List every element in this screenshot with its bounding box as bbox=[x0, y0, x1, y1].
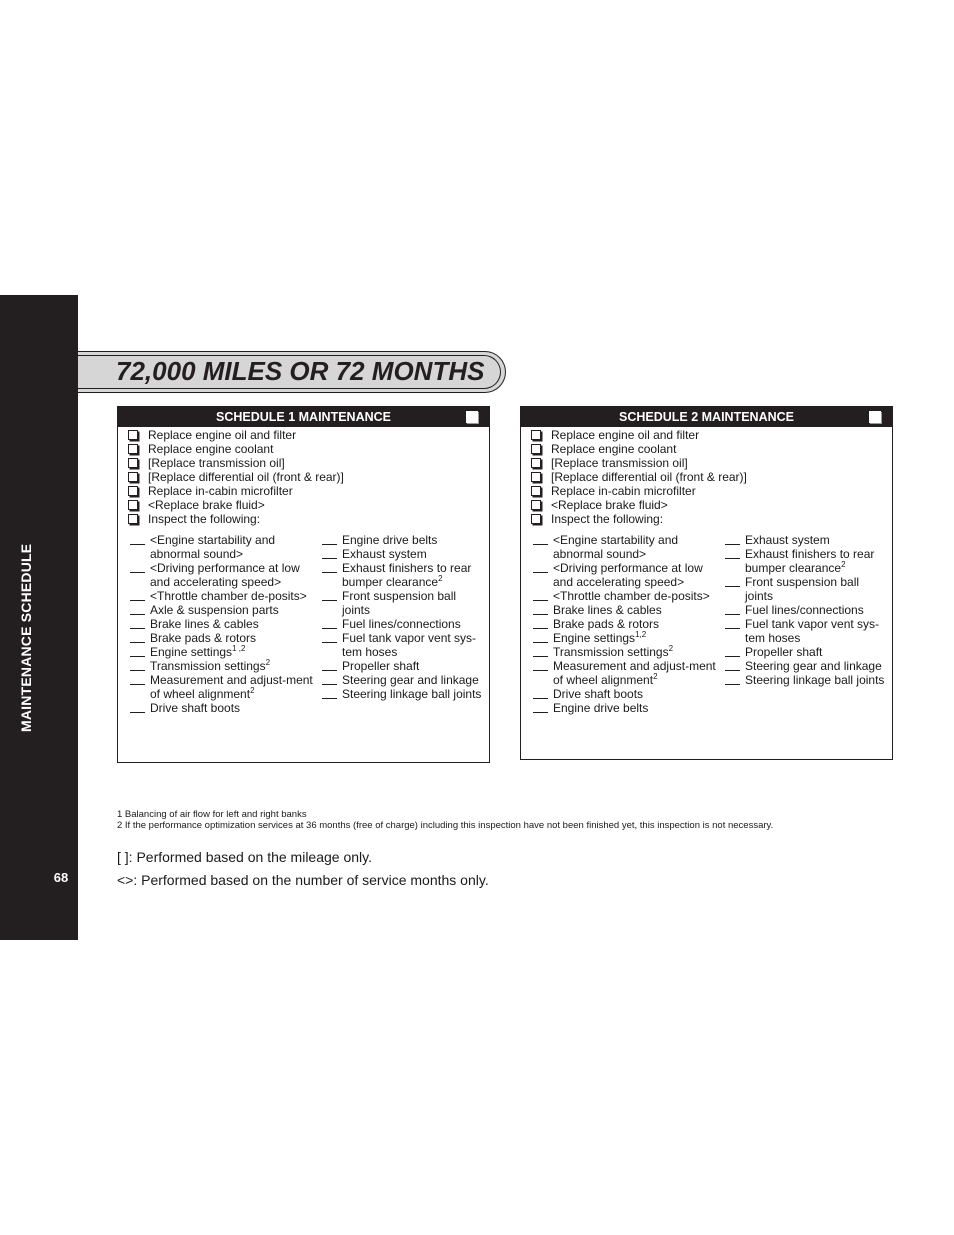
inspection-item bbox=[725, 645, 890, 659]
blank-line bbox=[533, 600, 548, 601]
item-label: Brake pads & rotors bbox=[150, 631, 257, 645]
legend-angles: <>: Performed based on the number of service months only. bbox=[117, 872, 489, 888]
item-label: Engine drive belts bbox=[342, 533, 438, 547]
inspection-item bbox=[725, 547, 890, 575]
inspection-item bbox=[130, 589, 320, 603]
blank-line bbox=[533, 642, 548, 643]
footnote-ref: 1 ,2 bbox=[232, 644, 246, 653]
item-label: Transmission settings bbox=[553, 645, 669, 659]
checklist-item bbox=[126, 512, 344, 526]
footnote-1: 1 Balancing of air flow for left and right banks bbox=[117, 809, 307, 820]
checklist-item bbox=[529, 456, 747, 470]
inspection-item bbox=[130, 631, 320, 645]
item-label: Replace in-cabin microfilter bbox=[148, 484, 293, 498]
item-label: Engine settings bbox=[553, 631, 636, 645]
inspection-item bbox=[533, 589, 723, 603]
blank-line bbox=[130, 712, 145, 713]
blank-line bbox=[130, 684, 145, 685]
checkbox-icon bbox=[128, 486, 138, 496]
checkbox-icon bbox=[466, 411, 478, 423]
item-label: Measurement and adjust-ment of wheel alignment bbox=[150, 673, 313, 701]
item-label: Front suspension ball joints bbox=[342, 589, 457, 617]
blank-line bbox=[533, 656, 548, 657]
inspection-item bbox=[725, 659, 890, 673]
item-label: <Driving performance at low and accelerating speed> bbox=[553, 561, 703, 589]
item-label: [Replace differential oil (front & rear)] bbox=[551, 470, 747, 484]
checklist-item bbox=[126, 498, 344, 512]
checkbox-icon bbox=[531, 458, 541, 468]
item-label: [Replace transmission oil] bbox=[551, 456, 688, 470]
checklist-item bbox=[529, 484, 747, 498]
inspection-item bbox=[322, 547, 487, 561]
item-label: Steering gear and linkage bbox=[745, 659, 882, 673]
title-banner bbox=[78, 351, 506, 393]
schedule-1-header bbox=[118, 407, 489, 427]
schedule-1-box bbox=[117, 406, 490, 763]
blank-line bbox=[322, 684, 337, 685]
blank-line bbox=[322, 600, 337, 601]
blank-line bbox=[130, 656, 145, 657]
item-label: Engine drive belts bbox=[553, 701, 649, 715]
checklist-item bbox=[529, 512, 747, 526]
checklist-item bbox=[529, 428, 747, 442]
blank-line bbox=[322, 558, 337, 559]
blank-line bbox=[725, 684, 740, 685]
item-label: Brake lines & cables bbox=[553, 603, 662, 617]
item-label: Exhaust system bbox=[745, 533, 830, 547]
schedule-2-header bbox=[521, 407, 892, 427]
item-label: Drive shaft boots bbox=[553, 687, 644, 701]
checkbox-icon bbox=[531, 500, 541, 510]
inspection-item bbox=[533, 561, 723, 589]
item-label: [Replace transmission oil] bbox=[148, 456, 285, 470]
item-label: Propeller shaft bbox=[342, 659, 420, 673]
blank-line bbox=[322, 628, 337, 629]
blank-line bbox=[130, 642, 145, 643]
item-label: <Throttle chamber de-posits> bbox=[150, 589, 307, 603]
inspection-item bbox=[533, 617, 723, 631]
inspection-item bbox=[533, 659, 723, 687]
item-label: <Throttle chamber de-posits> bbox=[553, 589, 710, 603]
footnote-ref: 1,2 bbox=[635, 630, 647, 639]
blank-line bbox=[533, 544, 548, 545]
inspection-item bbox=[322, 631, 487, 659]
blank-line bbox=[322, 544, 337, 545]
schedule-2-title: SCHEDULE 2 MAINTENANCE bbox=[618, 410, 794, 424]
footnote-ref: 2 bbox=[438, 574, 443, 583]
checkbox-icon bbox=[531, 444, 541, 454]
schedule-2-checklist bbox=[529, 428, 747, 526]
item-label: Brake pads & rotors bbox=[553, 617, 660, 631]
legend bbox=[117, 846, 489, 892]
inspection-item bbox=[322, 617, 487, 631]
schedule-1-inspection-col-2 bbox=[322, 533, 487, 701]
checkbox-icon bbox=[128, 430, 138, 440]
schedule-1-title: SCHEDULE 1 MAINTENANCE bbox=[215, 410, 391, 424]
checklist-item bbox=[126, 470, 344, 484]
schedule-2-inspection-col-2 bbox=[725, 533, 890, 687]
legend-brackets: [ ]: Performed based on the mileage only. bbox=[117, 849, 372, 865]
checkbox-icon bbox=[128, 444, 138, 454]
inspection-item bbox=[725, 673, 890, 687]
inspection-item bbox=[130, 561, 320, 589]
item-label: <Engine startability and abnormal sound> bbox=[553, 533, 679, 561]
blank-line bbox=[725, 558, 740, 559]
inspection-item bbox=[725, 617, 890, 645]
item-label: Fuel lines/connections bbox=[745, 603, 864, 617]
item-label: <Replace brake fluid> bbox=[551, 498, 668, 512]
footnote-ref: 2 bbox=[653, 672, 658, 681]
blank-line bbox=[130, 544, 145, 545]
blank-line bbox=[130, 572, 145, 573]
inspection-item bbox=[725, 603, 890, 617]
item-label: <Engine startability and abnormal sound> bbox=[150, 533, 276, 561]
checkbox-icon bbox=[531, 514, 541, 524]
item-label: [Replace differential oil (front & rear)] bbox=[148, 470, 344, 484]
inspection-item bbox=[130, 603, 320, 617]
inspection-item bbox=[130, 533, 320, 561]
inspection-item bbox=[322, 561, 487, 589]
blank-line bbox=[130, 628, 145, 629]
checklist-item bbox=[126, 484, 344, 498]
item-label: Replace engine oil and filter bbox=[148, 428, 297, 442]
item-label: Steering gear and linkage bbox=[342, 673, 479, 687]
inspection-item bbox=[725, 533, 890, 547]
checklist-item bbox=[529, 470, 747, 484]
item-label: Measurement and adjust-ment of wheel alignment bbox=[553, 659, 716, 687]
checkbox-icon bbox=[128, 514, 138, 524]
item-label: Axle & suspension parts bbox=[150, 603, 279, 617]
item-label: Brake lines & cables bbox=[150, 617, 259, 631]
blank-line bbox=[533, 572, 548, 573]
item-label: Replace engine coolant bbox=[148, 442, 274, 456]
item-label: Transmission settings bbox=[150, 659, 266, 673]
checklist-item bbox=[126, 456, 344, 470]
blank-line bbox=[322, 698, 337, 699]
inspection-item bbox=[130, 701, 320, 715]
checkbox-icon bbox=[531, 472, 541, 482]
item-label: <Replace brake fluid> bbox=[148, 498, 265, 512]
item-label: Drive shaft boots bbox=[150, 701, 241, 715]
item-label: <Driving performance at low and accelerating speed> bbox=[150, 561, 300, 589]
item-label: Replace engine oil and filter bbox=[551, 428, 700, 442]
checkbox-icon bbox=[128, 472, 138, 482]
blank-line bbox=[130, 670, 145, 671]
blank-line bbox=[322, 670, 337, 671]
schedule-1-inspection-col-1 bbox=[130, 533, 320, 715]
blank-line bbox=[533, 712, 548, 713]
item-label: Inspect the following: bbox=[551, 512, 664, 526]
checkbox-icon bbox=[128, 458, 138, 468]
inspection-item bbox=[322, 589, 487, 617]
inspection-item bbox=[533, 603, 723, 617]
inspection-item bbox=[130, 659, 320, 673]
blank-line bbox=[533, 614, 548, 615]
checkbox-icon bbox=[128, 500, 138, 510]
footnote-ref: 2 bbox=[265, 658, 271, 667]
schedule-2-box bbox=[520, 406, 893, 760]
item-label: Steering linkage ball joints bbox=[342, 687, 482, 701]
footnote-ref: 2 bbox=[250, 686, 255, 695]
inspection-item bbox=[322, 659, 487, 673]
blank-line bbox=[725, 628, 740, 629]
inspection-item bbox=[533, 645, 723, 659]
checklist-item bbox=[126, 442, 344, 456]
footnote-2: 2 If the performance optimization services at 36 months (free of charge) including this inspection have not been finished yet, this inspection is not necessary. bbox=[117, 820, 774, 831]
blank-line bbox=[533, 670, 548, 671]
item-label: Exhaust system bbox=[342, 547, 427, 561]
section-title: MAINTENANCE SCHEDULE bbox=[18, 543, 34, 732]
inspection-item bbox=[130, 673, 320, 701]
item-label: Steering linkage ball joints bbox=[745, 673, 885, 687]
inspection-item bbox=[533, 533, 723, 561]
blank-line bbox=[725, 670, 740, 671]
blank-line bbox=[322, 642, 337, 643]
item-label: Replace engine coolant bbox=[551, 442, 677, 456]
checkbox-icon bbox=[531, 486, 541, 496]
item-label: Fuel lines/connections bbox=[342, 617, 461, 631]
footnote-ref: 2 bbox=[668, 644, 674, 653]
item-label: Propeller shaft bbox=[745, 645, 823, 659]
item-label: Fuel tank vapor vent sys-tem hoses bbox=[745, 617, 880, 645]
inspection-item bbox=[725, 575, 890, 603]
page-title: 72,000 MILES OR 72 MONTHS bbox=[116, 356, 485, 386]
inspection-item bbox=[322, 687, 487, 701]
page-number: 68 bbox=[53, 870, 69, 885]
checkbox-icon bbox=[869, 411, 881, 423]
checklist-item bbox=[529, 442, 747, 456]
item-label: Exhaust finishers to rear bumper clearance bbox=[745, 547, 875, 575]
item-label: Engine settings bbox=[150, 645, 233, 659]
inspection-item bbox=[533, 631, 723, 645]
inspection-item bbox=[322, 533, 487, 547]
blank-line bbox=[130, 600, 145, 601]
blank-line bbox=[725, 544, 740, 545]
inspection-item bbox=[322, 673, 487, 687]
inspection-item bbox=[533, 687, 723, 701]
schedule-1-checklist bbox=[126, 428, 344, 526]
blank-line bbox=[725, 614, 740, 615]
item-label: Exhaust finishers to rear bumper clearance bbox=[342, 561, 472, 589]
inspection-item bbox=[130, 645, 320, 659]
blank-line bbox=[725, 586, 740, 587]
item-label: Inspect the following: bbox=[148, 512, 261, 526]
inspection-item bbox=[130, 617, 320, 631]
checkbox-icon bbox=[531, 430, 541, 440]
blank-line bbox=[533, 698, 548, 699]
footnotes bbox=[117, 809, 773, 831]
blank-line bbox=[322, 572, 337, 573]
blank-line bbox=[130, 614, 145, 615]
blank-line bbox=[725, 656, 740, 657]
checklist-item bbox=[126, 428, 344, 442]
inspection-item bbox=[533, 701, 723, 715]
item-label: Replace in-cabin microfilter bbox=[551, 484, 696, 498]
item-label: Fuel tank vapor vent sys-tem hoses bbox=[342, 631, 477, 659]
footnote-ref: 2 bbox=[841, 560, 846, 569]
schedule-2-inspection-col-1 bbox=[533, 533, 723, 715]
sidebar bbox=[0, 295, 78, 940]
checklist-item bbox=[529, 498, 747, 512]
item-label: Front suspension ball joints bbox=[745, 575, 860, 603]
blank-line bbox=[533, 628, 548, 629]
